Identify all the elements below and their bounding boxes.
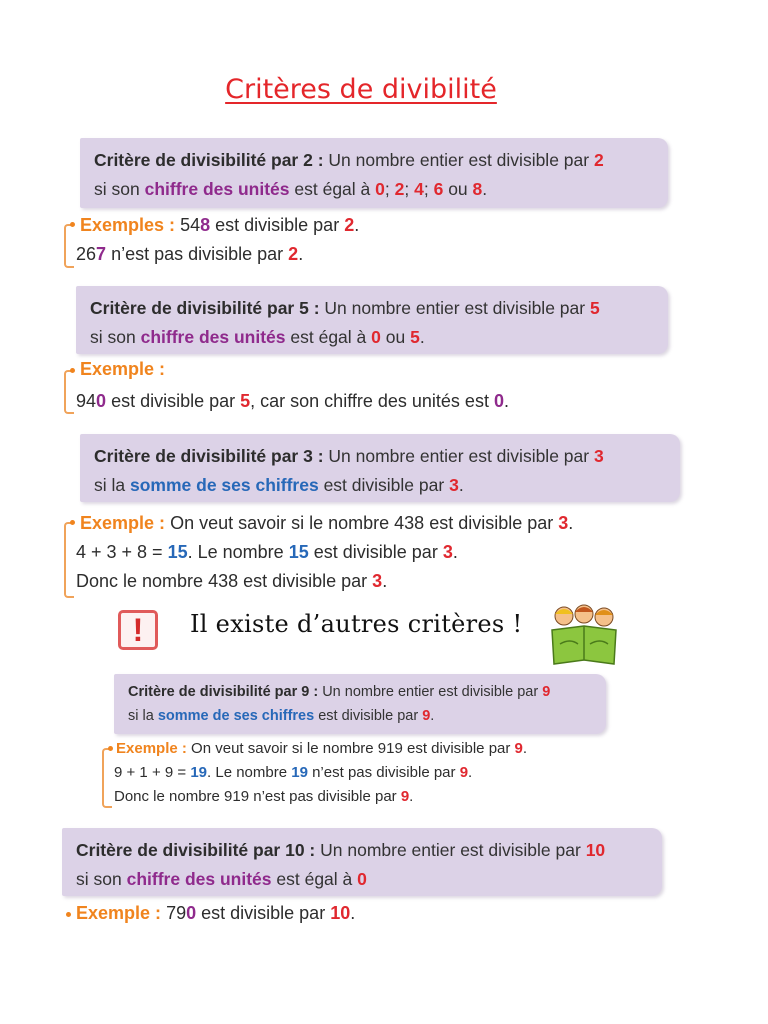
example-line: 4 + 3 + 8 = 15. Le nombre 15 est divisible par 3. <box>76 542 458 562</box>
example-2 <box>80 211 359 240</box>
rule-line: Critère de divisibilité par 10 : Un nombre entier est divisible par 10 <box>76 840 606 860</box>
example-line: 267 n’est pas divisible par 2. <box>76 244 304 264</box>
note-text: Il existe d’autres critères ! <box>190 610 523 638</box>
example-bracket <box>64 522 74 598</box>
bullet-dot <box>70 368 75 373</box>
rule-box-9 <box>114 674 606 734</box>
example-10: Exemple : 790 est divisible par 10. <box>76 903 356 923</box>
example-line: Donc le nombre 919 n’est pas divisible par 9. <box>114 788 414 805</box>
bullet-dot <box>108 746 113 751</box>
page-title: Critères de divibilité <box>225 74 497 105</box>
rule-line: Critère de divisibilité par 2 : Un nombre entier est divisible par 2 <box>94 150 604 170</box>
example-bracket <box>64 224 74 268</box>
rule-line: si la somme de ses chiffres est divisible par 3. <box>94 475 464 495</box>
example-3 <box>80 509 573 538</box>
example-bracket <box>102 748 112 808</box>
example-line: 9 + 1 + 9 = 19. Le nombre 19 n’est pas divisible par 9. <box>114 764 473 781</box>
rule-line: si son chiffre des unités est égal à 0; 2; 4; 6 ou 8. <box>94 179 488 199</box>
rule-box-5 <box>76 286 668 354</box>
example-bracket <box>64 370 74 414</box>
example-9 <box>116 737 527 761</box>
rule-box-10 <box>62 828 662 896</box>
rule-line: Critère de divisibilité par 3 : Un nombre entier est divisible par 3 <box>94 446 604 466</box>
rule-line: si la somme de ses chiffres est divisible par 9. <box>128 708 435 724</box>
rule-line: Critère de divisibilité par 9 : Un nombre entier est divisible par 9 <box>128 684 551 700</box>
bullet-dot <box>70 222 75 227</box>
example-line: Exemple : On veut savoir si le nombre 438 est divisible par 3. <box>80 513 574 533</box>
example-line: Exemple : On veut savoir si le nombre 919 est divisible par 9. <box>116 740 528 757</box>
rule-line: si son chiffre des unités est égal à 0 ou 5. <box>90 327 425 347</box>
bullet-dot <box>66 912 71 917</box>
example-5-label: Exemple : <box>80 359 166 379</box>
children-reading-icon <box>550 604 618 666</box>
rule-line: si son chiffre des unités est égal à 0 <box>76 869 367 889</box>
example-line: 940 est divisible par 5, car son chiffre des unités est 0. <box>76 391 509 411</box>
example-line: Exemples : 548 est divisible par 2. <box>80 215 360 235</box>
rule-line: Critère de divisibilité par 5 : Un nombre entier est divisible par 5 <box>90 298 600 318</box>
warning-icon: ! <box>118 610 158 650</box>
bullet-dot <box>70 520 75 525</box>
rule-box-2 <box>80 138 668 208</box>
example-line: Donc le nombre 438 est divisible par 3. <box>76 571 388 591</box>
rule-box-3 <box>80 434 680 502</box>
